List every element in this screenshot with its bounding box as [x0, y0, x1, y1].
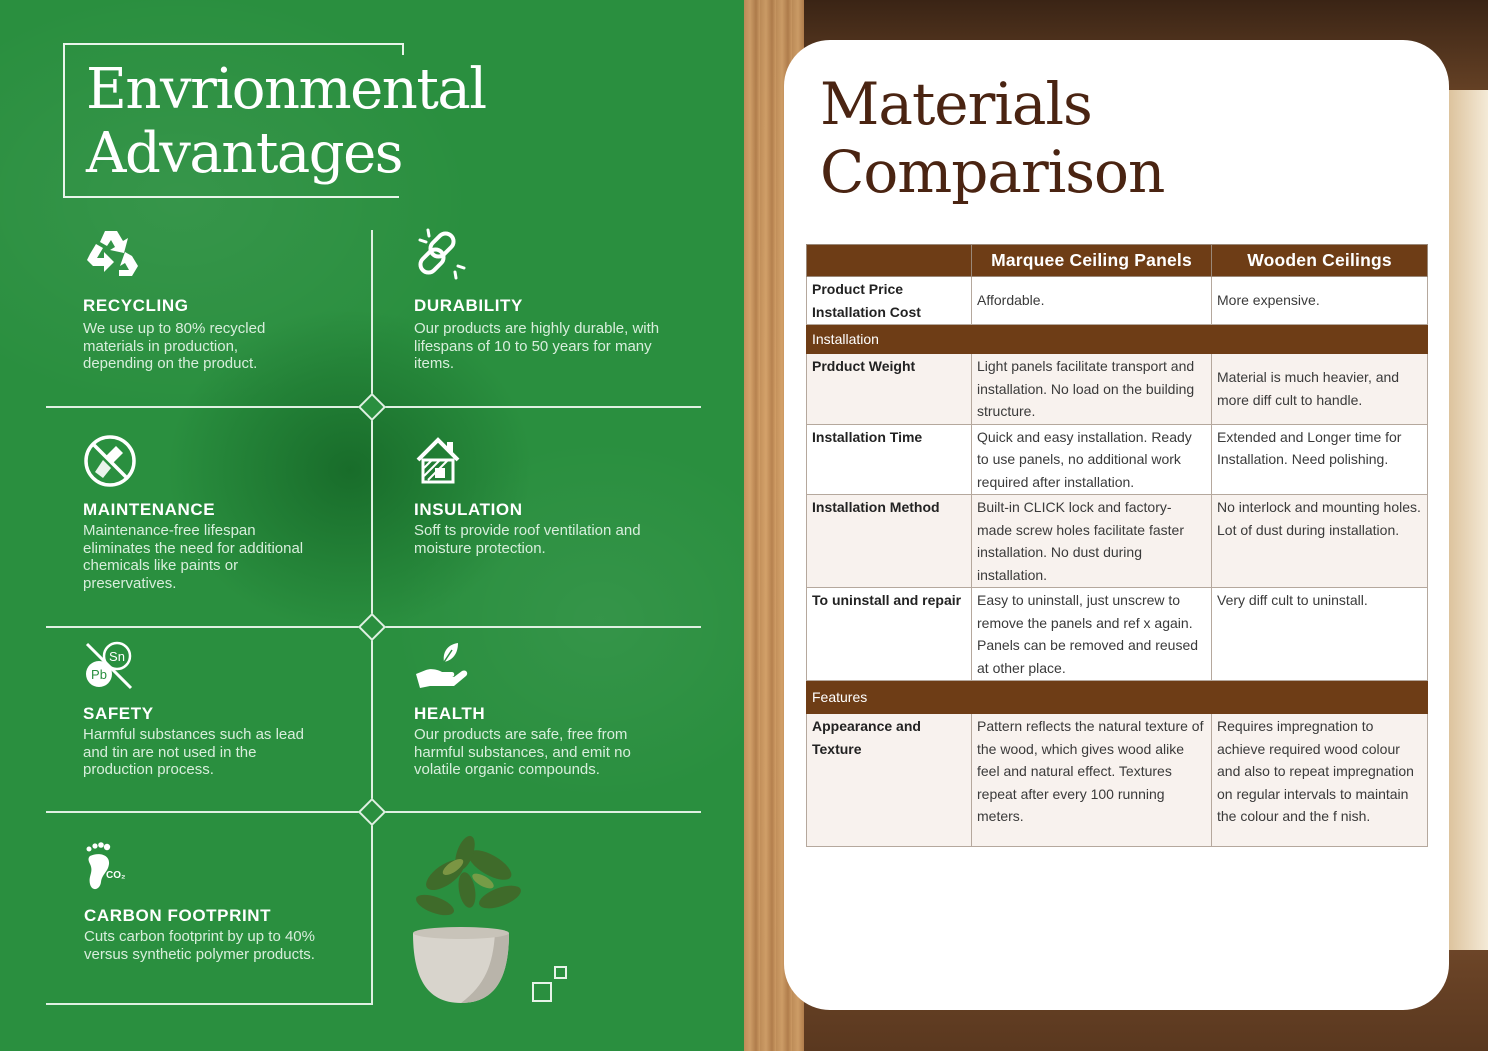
cell-wooden: Requires impregnation to achieve required wood colour and also to repeat impregnation on regular intervals to maintain the colour and the f nish. [1212, 714, 1428, 847]
chain-link-icon [414, 226, 470, 282]
cell-marquee: Light panels facilitate transport and installation. No load on the building structure. [972, 354, 1212, 425]
header-cell-empty [807, 245, 972, 277]
header-wooden: Wooden Ceilings [1212, 245, 1428, 277]
advantage-text: We use up to 80% recycled materials in production, depending on the product. [83, 320, 266, 372]
table-row-uninstall [807, 588, 1428, 681]
advantage-heading: SAFETY [83, 704, 154, 723]
page-title: Envrionmental Advantages [86, 57, 486, 186]
header-marquee: Marquee Ceiling Panels [972, 245, 1212, 277]
row-label: Prdduct Weight [807, 354, 972, 425]
section-row-features: Features [807, 681, 1428, 714]
advantage-text: Maintenance-free lifespan eliminates the need for additional chemicals like paints or preservatives. [83, 522, 304, 592]
advantage-heading: MAINTENANCE [83, 500, 216, 519]
divider-diamond [358, 798, 386, 826]
advantage-durability [414, 226, 694, 373]
advantage-text: Soff ts provide roof ventilation and moisture protection. [414, 522, 641, 557]
advantage-recycling [83, 226, 363, 373]
materials-comparison-page [744, 0, 1488, 1051]
advantage-heading: INSULATION [414, 500, 523, 519]
advantage-text: Our products are highly durable, with lifespans of 10 to 50 years for many items. [414, 320, 660, 372]
svg-text:Sn: Sn [109, 649, 125, 664]
footprint-co2-icon [84, 840, 140, 896]
cell-marquee: Easy to uninstall, just unscrew to remove the panels and ref x again. Panels can be removed and reused at other place. [972, 588, 1212, 681]
table-row-price [807, 277, 1428, 325]
advantage-heading: HEALTH [414, 704, 486, 723]
advantage-heading: RECYCLING [83, 296, 189, 315]
section-row-installation: Installation [807, 325, 1428, 354]
cell-marquee: Pattern reflects the natural texture of the wood, which gives wood alike feel and natural effect. Textures repeat after every 100 running meters. [972, 714, 1212, 847]
row-label: Installation Method [807, 495, 972, 588]
house-insulation-icon [414, 434, 470, 490]
advantage-heading: DURABILITY [414, 296, 523, 315]
svg-text:Pb: Pb [91, 667, 107, 682]
cell-marquee: Quick and easy installation. Ready to use panels, no additional work required after installation. [972, 424, 1212, 495]
comparison-card [784, 40, 1449, 1010]
row-label: Installation Time [807, 424, 972, 495]
hand-leaf-icon [414, 640, 470, 696]
row-label: Appearance and Texture [807, 714, 972, 847]
svg-text:CO₂: CO₂ [106, 870, 126, 881]
table-row-appearance [807, 714, 1428, 847]
advantage-insulation [414, 434, 694, 557]
recycle-icon [83, 226, 139, 282]
comparison-title: Materials Comparison [820, 70, 1165, 206]
cell-wooden: Extended and Longer time for Installation. Need polishing. [1212, 424, 1428, 495]
cell-marquee: Built-in CLICK lock and factory-made screw holes facilitate faster installation. No dust during installation. [972, 495, 1212, 588]
advantage-text: Harmful substances such as lead and tin are not used in the production process. [83, 726, 304, 778]
potted-plant-image [405, 835, 535, 1015]
decorative-square [532, 982, 552, 1002]
row-label: To uninstall and repair [807, 588, 972, 681]
decorative-square [554, 966, 567, 979]
advantage-text: Cuts carbon footprint by up to 40% versus synthetic polymer products. [84, 928, 315, 963]
table-row-time [807, 424, 1428, 495]
advantage-safety [83, 640, 363, 779]
table-header-row [807, 245, 1428, 277]
advantage-health [414, 640, 694, 779]
cell-wooden: More expensive. [1212, 277, 1428, 325]
advantage-text: Our products are safe, free from harmful substances, and emit no volatile organic compounds. [414, 726, 631, 778]
cell-marquee: Affordable. [972, 277, 1212, 325]
corner-mark [356, 988, 374, 1006]
advantage-heading: CARBON FOOTPRINT [84, 906, 272, 925]
cell-wooden: Very diff cult to uninstall. [1212, 588, 1428, 681]
table-row-method [807, 495, 1428, 588]
table-row-weight [807, 354, 1428, 425]
divider-diamond [358, 393, 386, 421]
no-paint-brush-icon [83, 434, 139, 490]
grid-divider [46, 1003, 373, 1005]
advantage-maintenance [83, 434, 363, 592]
comparison-table [806, 244, 1428, 847]
no-lead-tin-icon [83, 640, 139, 696]
cell-wooden: Material is much heavier, and more diff cult to handle. [1212, 354, 1428, 425]
cell-wooden: No interlock and mounting holes. Lot of dust during installation. [1212, 495, 1428, 588]
row-label: Product Price Installation Cost [807, 277, 972, 325]
advantage-carbon-footprint [84, 840, 364, 963]
divider-diamond [358, 613, 386, 641]
